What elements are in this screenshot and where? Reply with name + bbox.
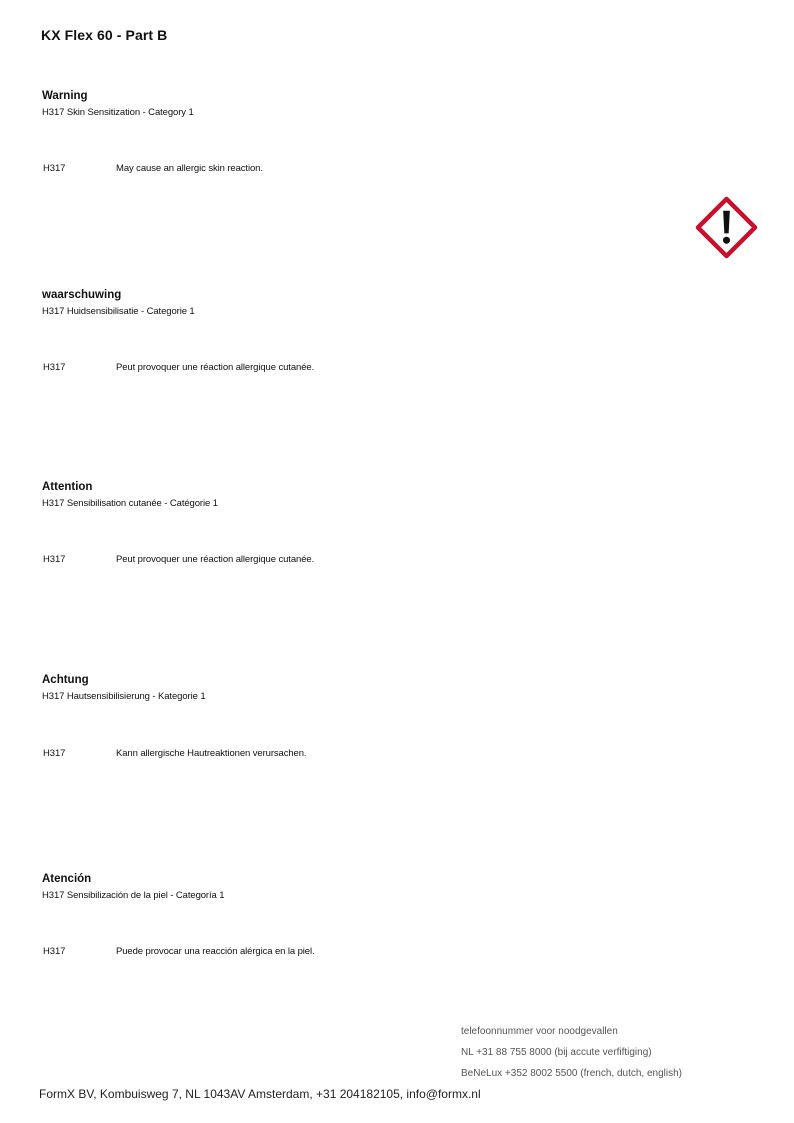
hazard-code: H317 — [43, 946, 66, 957]
emergency-phone-nl: NL +31 88 755 8000 (bij accute verfiftiging) — [461, 1047, 652, 1058]
signal-word: Warning — [42, 90, 88, 102]
hazard-statement: Peut provoquer une réaction allergique cutanée. — [116, 362, 315, 373]
hazard-classification: H317 Sensibilización de la piel - Categoría 1 — [42, 890, 225, 901]
hazard-section-english — [42, 89, 642, 174]
emergency-phone-benelux: BeNeLux +352 8002 5500 (french, dutch, english) — [461, 1068, 682, 1079]
hazard-classification: H317 Sensibilisation cutanée - Catégorie 1 — [42, 498, 218, 509]
signal-word: Attention — [42, 481, 93, 493]
hazard-code: H317 — [43, 748, 66, 759]
hazard-section-french — [42, 480, 642, 565]
emergency-title: telefoonnummer voor noodgevallen — [461, 1026, 618, 1037]
hazard-statement: Puede provocar una reacción alérgica en la piel. — [116, 946, 315, 957]
hazard-classification: H317 Huidsensibilisatie - Categorie 1 — [42, 306, 195, 317]
signal-word: waarschuwing — [42, 289, 122, 301]
hazard-section-german — [42, 673, 642, 759]
signal-word: Atención — [42, 873, 92, 885]
hazard-section-dutch — [42, 288, 642, 373]
hazard-statement: Kann allergische Hautreaktionen verursachen. — [116, 748, 307, 759]
hazard-section-spanish — [42, 872, 642, 957]
hazard-code: H317 — [43, 362, 66, 373]
hazard-classification: H317 Hautsensibilisierung - Kategorie 1 — [42, 691, 206, 702]
hazard-statement: Peut provoquer une réaction allergique cutanée. — [116, 554, 315, 565]
hazard-statement: May cause an allergic skin reaction. — [116, 163, 263, 174]
hazard-classification: H317 Skin Sensitization - Category 1 — [42, 107, 194, 118]
document-title: KX Flex 60 - Part B — [41, 27, 168, 43]
signal-word: Achtung — [42, 674, 89, 686]
company-footer: FormX BV, Kombuisweg 7, NL 1043AV Amsterdam, +31 204182105, info@formx.nl — [39, 1087, 481, 1101]
hazard-code: H317 — [43, 554, 66, 565]
emergency-contact — [461, 1025, 682, 1081]
ghs07-exclamation-mark-icon — [695, 196, 758, 259]
hazard-code: H317 — [43, 163, 66, 174]
